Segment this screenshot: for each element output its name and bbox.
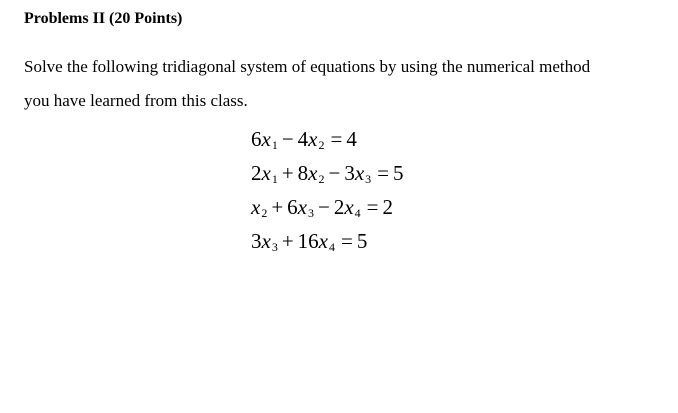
right-hand-side: 4 <box>346 127 357 151</box>
variable: x <box>308 127 318 151</box>
term <box>251 229 278 253</box>
subscript: 3 <box>308 206 314 220</box>
right-hand-side: 2 <box>382 195 394 219</box>
term <box>298 127 325 151</box>
variable: x <box>261 127 271 151</box>
equals-sign: = <box>377 161 390 185</box>
subscript: 4 <box>329 240 335 254</box>
coefficient: 3 <box>344 161 355 185</box>
equation-2 <box>251 159 404 193</box>
equals-sign: = <box>330 127 343 151</box>
operator: − <box>328 161 341 185</box>
equation-1 <box>251 125 404 159</box>
subscript: 1 <box>271 138 278 152</box>
variable: x <box>344 195 354 219</box>
equation-4 <box>251 227 404 261</box>
term <box>344 161 371 185</box>
coefficient: 4 <box>297 127 309 151</box>
equals-sign: = <box>366 195 379 219</box>
problem-instructions <box>24 50 664 118</box>
coefficient: 8 <box>297 161 309 185</box>
term <box>251 195 267 219</box>
coefficient: 6 <box>251 127 262 151</box>
variable: x <box>354 161 365 185</box>
coefficient: 6 <box>287 195 298 219</box>
variable: x <box>261 161 271 185</box>
equation-system <box>251 125 404 261</box>
variable: x <box>261 229 271 253</box>
operator: − <box>281 127 294 151</box>
subscript: 3 <box>271 240 278 254</box>
subscript: 1 <box>271 172 278 186</box>
term <box>334 195 361 219</box>
variable: x <box>251 195 261 219</box>
instructions-line-1: Solve the following tridiagonal system of equations by using the numerical method <box>24 57 591 76</box>
variable: x <box>297 195 307 219</box>
operator: + <box>281 161 294 185</box>
variable: x <box>308 161 318 185</box>
operator: − <box>318 195 330 219</box>
operator: + <box>271 195 284 219</box>
equals-sign: = <box>341 229 353 253</box>
coefficient: 3 <box>251 229 262 253</box>
coefficient: 2 <box>333 195 345 219</box>
subscript: 3 <box>365 172 372 186</box>
term <box>287 195 314 219</box>
operator: + <box>281 229 294 253</box>
problem-heading: Problems II (20 Points) <box>24 10 183 27</box>
subscript: 2 <box>261 206 268 220</box>
term <box>251 161 278 185</box>
right-hand-side: 5 <box>356 229 368 253</box>
subscript: 4 <box>354 206 361 220</box>
coefficient: 2 <box>251 161 262 185</box>
variable: x <box>318 229 328 253</box>
right-hand-side: 5 <box>393 161 404 185</box>
term <box>298 161 325 185</box>
term <box>298 229 335 253</box>
instructions-line-2: you have learned from this class. <box>24 91 248 110</box>
subscript: 2 <box>318 172 325 186</box>
coefficient: 16 <box>297 229 319 253</box>
subscript: 2 <box>318 138 325 152</box>
term <box>251 127 278 151</box>
equation-3 <box>251 193 404 227</box>
